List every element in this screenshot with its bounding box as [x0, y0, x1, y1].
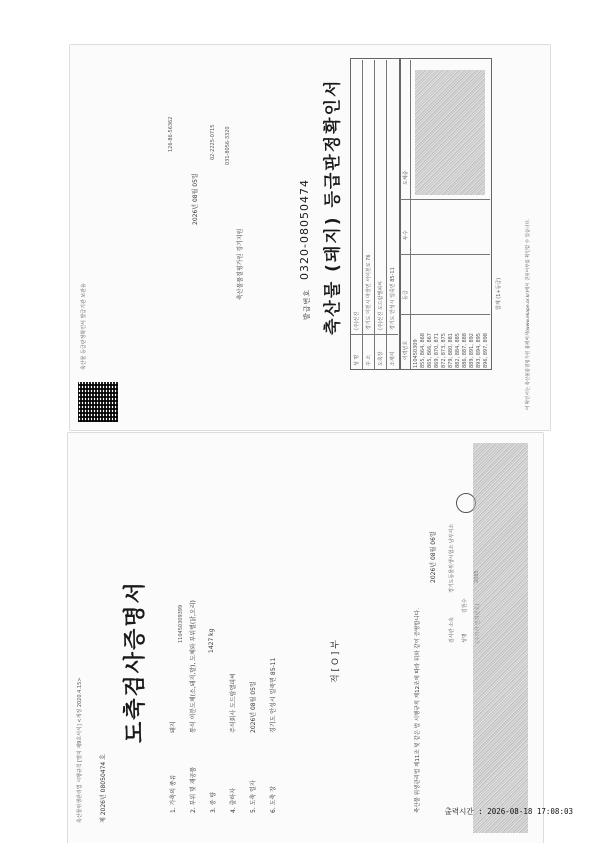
issuer-name: 축산물품질평가원 경기지원	[237, 228, 244, 300]
grade-certificate-content	[70, 45, 550, 430]
watermark-pattern	[415, 70, 485, 195]
qr-code	[78, 382, 118, 422]
trace-item: 893, 894, 895	[476, 333, 482, 368]
row-label-2: 3. 중 량	[210, 791, 217, 813]
trace-item: 855, 864, 868	[420, 333, 426, 368]
inspector-name-label: 성명	[462, 633, 468, 643]
row-value-4: 2026년 08월 05일	[250, 681, 257, 733]
inspector-label: 검사관 소속	[449, 617, 455, 643]
issue-date: 2026년 08월 05일	[192, 173, 199, 225]
total-label: 합계 (1+등급)	[496, 277, 502, 310]
row-label-2: 도축장	[378, 351, 384, 366]
trace-item: 882, 884, 885	[455, 333, 461, 368]
row-label-0: 1. 가축의 종류	[170, 774, 177, 813]
col-head-2: 두수	[403, 230, 409, 240]
grade-certificate	[70, 45, 550, 430]
trace-item: 886, 887, 888	[462, 333, 468, 368]
row-value-2: 1427 kg	[208, 628, 215, 653]
trace-item: 865, 866, 867	[427, 333, 433, 368]
inspection-certificate-content	[68, 433, 543, 843]
trace-item: 896, 897, 898	[483, 333, 489, 368]
header-note: 축산물 등급판정확인서 발급기관 보관용	[81, 283, 87, 370]
row-label-0: 성 명	[354, 354, 360, 366]
row-value-2: (주)선진 도드람엘피씨	[378, 281, 384, 330]
row-label-1: 2. 부위 및 재공품	[190, 766, 197, 813]
law-note: 축산물 위생관리법 제11조 및 같은 법 시행규칙 제12조에 따라 위와 같이 증명합니다.	[415, 608, 421, 813]
row-value-5: 경기도 안성시 일죽면 85-11	[270, 657, 277, 733]
print-timestamp: 출력시간 : 2026-08-18 17:08:03	[444, 807, 573, 816]
row-value-0: (주)선진	[354, 311, 360, 330]
row-label-5: 6. 도축 장	[270, 786, 277, 813]
check-result: 적 [ O ] 부	[331, 640, 341, 683]
trace-item: 889, 891, 892	[469, 333, 475, 368]
col-head-3: 도체중	[403, 170, 409, 185]
doc-number-label: 발급번호	[303, 288, 311, 320]
trace-item: 869, 870, 871	[434, 333, 440, 368]
phone-2: 02-2225-0715	[210, 124, 216, 160]
row-value-1: 경기도 이천시 마장면 서이천로 76	[366, 254, 372, 330]
phone-1: 031-8056-3320	[225, 126, 231, 165]
document-title: 축산물 (돼지) 등급판정확인서	[323, 78, 343, 335]
row-label-1: 주 소	[366, 354, 372, 366]
col-head-0: 이력번호	[403, 340, 409, 360]
slaughter-inspection-certificate	[68, 433, 543, 843]
trace-item: 872, 873, 875	[441, 333, 447, 368]
biz-number: 126-86-56362	[168, 116, 174, 152]
row-value-0: 돼지	[170, 721, 177, 733]
row-label-3: 4. 출하자	[230, 787, 237, 813]
col-head-1: 등급	[403, 290, 409, 300]
row-label-4: 5. 도축 일자	[250, 780, 257, 813]
print-time: 2026-08-18 17:08:03	[487, 807, 573, 816]
inspector-name: 김현수	[462, 598, 468, 613]
trace-item: 879, 880, 881	[448, 333, 454, 368]
doc-number: 0320-08050474	[298, 179, 311, 280]
header-note: 축산물위생관리법 시행규칙 [별지 제9호서식] <개정 2020.4.15>	[77, 677, 83, 823]
row-label-3: 소재지	[390, 351, 396, 366]
footnote: 이 확인서는 축산물품질평가원 홈페이지(www.ekape.or.kr)에서 진위여부를 확인할 수 있습니다.	[526, 218, 531, 410]
issue-date: 2026년 08월 06일	[430, 531, 437, 583]
document-title: 도축검사증명서	[123, 580, 148, 743]
trace-item: 110450309	[413, 339, 419, 368]
trace-number: 110450309399	[178, 604, 184, 643]
redaction-pattern	[473, 443, 528, 833]
inspector-org: 경기도동물위생시험소 남부지소	[449, 523, 455, 593]
row-value-3: 주식회사 도드람엘피씨	[230, 673, 237, 733]
doc-number: 제 2026년 08050474 호	[100, 754, 107, 823]
row-value-3: 경기도 안성시 일죽면 85-11	[390, 267, 396, 330]
print-label: 출력시간	[444, 807, 474, 816]
row-value-1: 통식 이분도체(소,돼지,말), 도체와 부위별(닭,오리)	[190, 600, 197, 733]
